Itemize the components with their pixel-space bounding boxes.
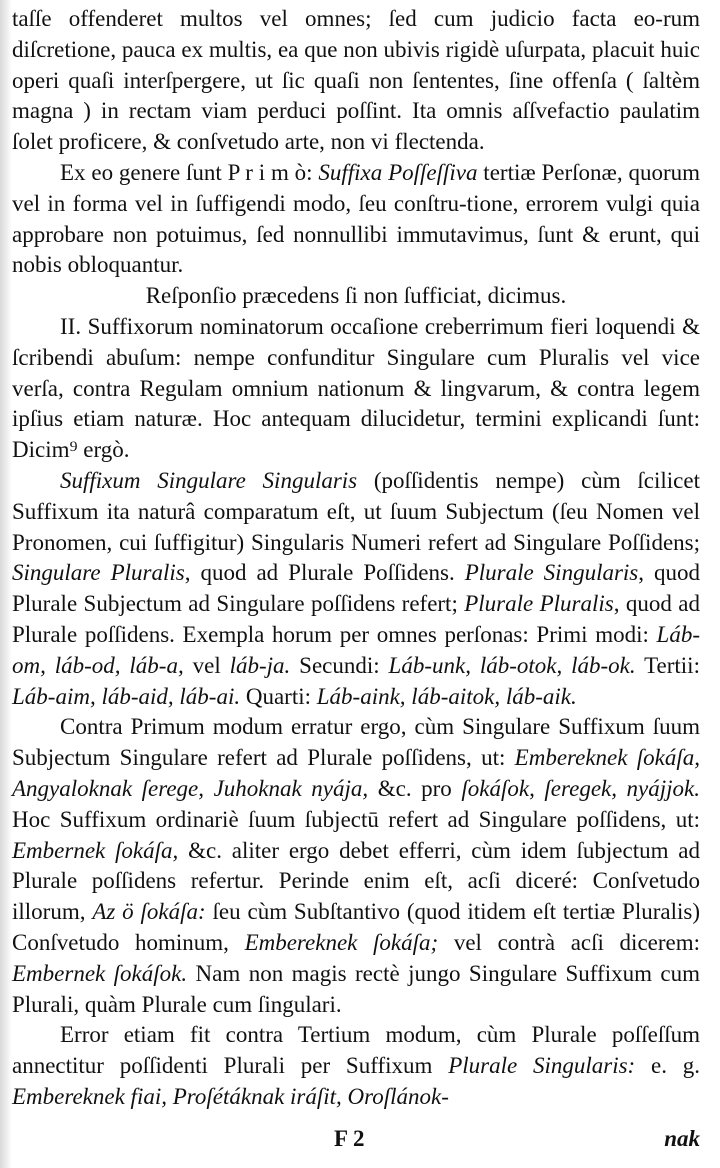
italic-run: Suffixum Singulare Singularis [60,467,358,493]
italic-run: Láb-aim, láb-aid, láb-ai. [12,683,241,709]
text-run: vel contrà acſi dicerem: [438,929,701,955]
text-run: Contra Primum modum erratur ergo, cùm Singulare Suffixum ſuum Subjectum Singulare refert ad Plurale poſſidens, ut: [12,714,700,771]
italic-run: Embereknek fiai, Proſétáknak iráſit, Oroſlánok- [12,1083,449,1109]
catchword: nak [664,1126,700,1151]
italic-run: láb-ja. [229,652,291,678]
text-run: Tertii: [635,652,700,678]
italic-run: Suffixa Poſſeſſiva [318,159,478,185]
text-run: II. Suffixorum nominatorum occaſione creberrimum fieri loquendi & ſcribendi abuſum: nempe confunditur Singulare cum Pluralis vel vice verſa, contra Regulam omnium nationum & lingvarum, & contra legem ipſius etiam naturæ. Hoc antequam dilucidetur, termini explicandi ſunt: Dicim⁹ ergò. [12,313,700,463]
text-run: taſſe offenderet multos vel omnes; ſed cum judicio facta eo-rum diſcretione, pauca ex multis, ea que non ubivis rigidè uſurpata, placuit huic operi quaſi interſpergere, ut ſic quaſi non ſententes, ſine offenſa ( ſaltèm magna ) in rectam viam perduci poſſint. Ita omnis aſſvefactio paulatim ſolet proficere, & conſvetudo arte, non vi flectenda. [12,6,700,155]
italic-run: Láb-unk, láb-otok, láb-ok. [388,652,636,678]
italic-run: Plurale Singularis [464,560,639,586]
text-run: tertiæ Perſonæ, quorum vel in forma vel in ſuffigendi modo, ſeu conſtru-tione, errorem vulgi quia approbare non potuimus, ſed nonnullibi immutavimus, ſunt & erunt, qui nobis obloquantur. [12,159,700,278]
italic-run: Plurale Singularis: [448,1053,636,1079]
paragraph-p7 [12,1020,700,1112]
text-run: e. g. [635,1053,700,1079]
text-run: &c. aliter ergo debet efferri, cùm idem ſubjectum ad Plurale poſſidens refertur. Perinde enim eſt, acſi diceré: Conſvetudo illorum, [12,837,701,925]
italic-run: Plurale Pluralis [464,591,614,617]
italic-run: Láb-om, láb-od, láb-a, [12,621,700,678]
text-run: vel [183,652,230,678]
signature-mark: F 2 [334,1126,365,1151]
text-run: ſeu cùm Subſtantivo (quod itidem eſt tertiæ Pluralis) Conſvetudo hominum, [12,899,700,955]
italic-run: Láb-aink, láb-aitok, láb-aik. [316,683,577,709]
italic-run: Singulare Pluralis [12,560,185,586]
binding-gutter-shadow [0,0,12,1168]
text-run: (poſſidentis nempe) cùm ſcilicet Suffixum ita naturâ comparatum eſt, ut ſuum Subjectum (ſeu Nomen vel Pronomen, cui ſuffigitur) Singularis Numeri refert ad Singulare Poſſidens; [12,467,700,555]
italic-run: Az ö ſokáſa: [92,899,206,925]
text-run: , quod ad Plurale Poſſidens. [184,560,465,586]
text-run: Quarti: [240,683,317,709]
text-run: &c. pro [368,775,462,801]
paragraph-p1 [12,4,700,158]
italic-run: Embereknek ſokáſa; [244,929,439,955]
text-run: Secundi: [290,652,389,678]
italic-run: Embereknek ſokáſa, Angyaloknak ſerege, Juhoknak nyája, [12,745,700,801]
paragraph-p3 [12,281,700,312]
paragraph-p2 [12,158,700,281]
text-run: Ex eo genere ſunt P r i m ò: [60,159,319,185]
text-run: Reſponſio præcedens ſi non ſufficiat, dicimus. [145,283,567,309]
italic-run: Embernek ſokáſok. [12,960,188,986]
text-run: Error etiam fit contra Tertium modum, cùm Plurale poſſeſſum annectitur poſſidenti Plurali per Suffixum [12,1022,700,1079]
italic-run: Embernek ſokáſa, [12,837,179,863]
paragraph-p5 [12,466,700,712]
paragraph-p4 [12,312,700,466]
text-run: , quod Plurale Subjectum ad Singulare poſſidens refert; [12,560,700,617]
body-text [12,4,700,1113]
text-run: , quod ad Plurale poſſidens. Exempla horum per omnes perſonas: Primi modi: [12,591,700,647]
text-run: Nam non magis rectè jungo Singulare Suffixum cum Plurali, quàm Plurale cum ſingulari. [12,960,701,1017]
page-footer [0,1126,700,1158]
paragraph-p6 [12,712,700,1020]
text-run: Hoc Suffixum ordinariè ſuum ſubjectū refert ad Singulare poſſidens, ut: [12,806,700,832]
italic-run: ſokáſok, ſeregek, nyájjok. [461,775,701,801]
